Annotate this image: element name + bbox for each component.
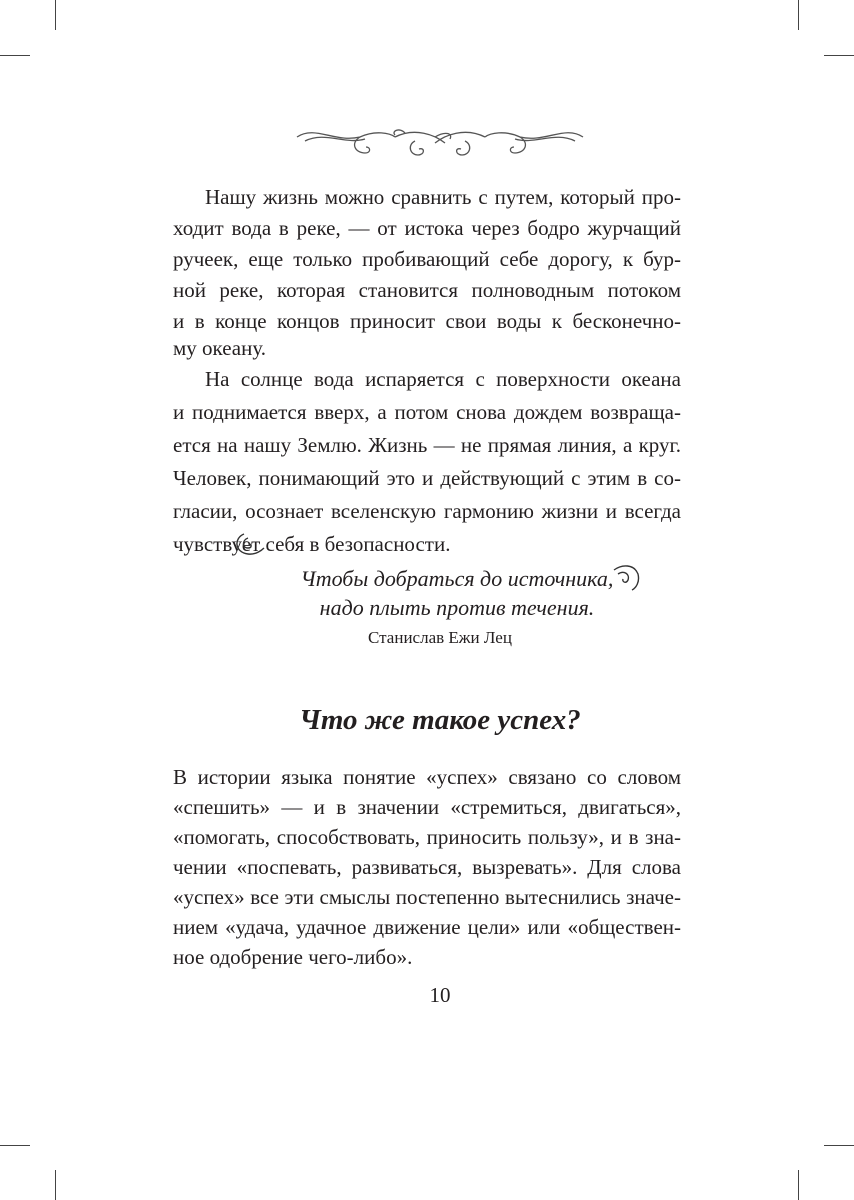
text-line: ется на нашу Землю. Жизнь — не прямая линия, а круг. xyxy=(173,433,681,457)
text-line: ручеек, еще только пробивающий себе дорогу, к бур- xyxy=(173,247,681,271)
text-line: и в конце концов приносит свои воды к бесконечно- xyxy=(173,309,681,333)
text-line: На солнце вода испаряется с поверхности океана xyxy=(205,367,681,391)
ornament-divider-icon xyxy=(295,125,585,165)
swirl-left-icon xyxy=(230,530,270,560)
text-line: «помогать, способствовать, приносить пользу», и в зна- xyxy=(173,825,681,849)
epigraph-line: Чтобы добраться до источника, xyxy=(300,566,614,591)
crop-mark xyxy=(55,0,56,30)
crop-mark xyxy=(0,55,30,56)
crop-mark xyxy=(824,1145,854,1146)
text-line: нием «удача, удачное движение цели» или «обществен- xyxy=(173,915,681,939)
crop-mark xyxy=(55,1170,56,1200)
text-line: чувствует себя в безопасности. xyxy=(173,532,451,556)
text-line: му океану. xyxy=(173,336,267,360)
text-line: чении «поспевать, развиваться, вызревать». Для слова xyxy=(173,855,681,879)
section-heading: Что же такое успех? xyxy=(299,704,581,736)
crop-mark xyxy=(0,1145,30,1146)
page-number: 10 xyxy=(429,983,451,1007)
text-line: «успех» все эти смыслы постепенно вытеснились значе- xyxy=(173,885,681,909)
text-line: Человек, понимающий это и действующий с этим в со- xyxy=(173,466,681,490)
text-line: ходит вода в реке, — от истока через бодро журчащий xyxy=(173,216,681,240)
text-line: Нашу жизнь можно сравнить с путем, который про- xyxy=(205,185,681,209)
epigraph-line: надо плыть против течения. xyxy=(319,595,595,620)
text-line: «спешить» — и в значении «стремиться, двигаться», xyxy=(173,795,681,819)
text-line: В истории языка понятие «успех» связано со словом xyxy=(173,765,681,789)
crop-mark xyxy=(798,1170,799,1200)
text-line: ной реке, которая становится полноводным потоком xyxy=(173,278,681,302)
text-line: гласии, осознает вселенскую гармонию жизни и всегда xyxy=(173,499,681,523)
text-line: ное одобрение чего-либо». xyxy=(173,945,413,969)
text-line: и поднимается вверх, а потом снова дождем возвраща- xyxy=(173,400,681,424)
crop-mark xyxy=(824,55,854,56)
crop-mark xyxy=(798,0,799,30)
epigraph-author: Станислав Ежи Лец xyxy=(368,628,512,647)
